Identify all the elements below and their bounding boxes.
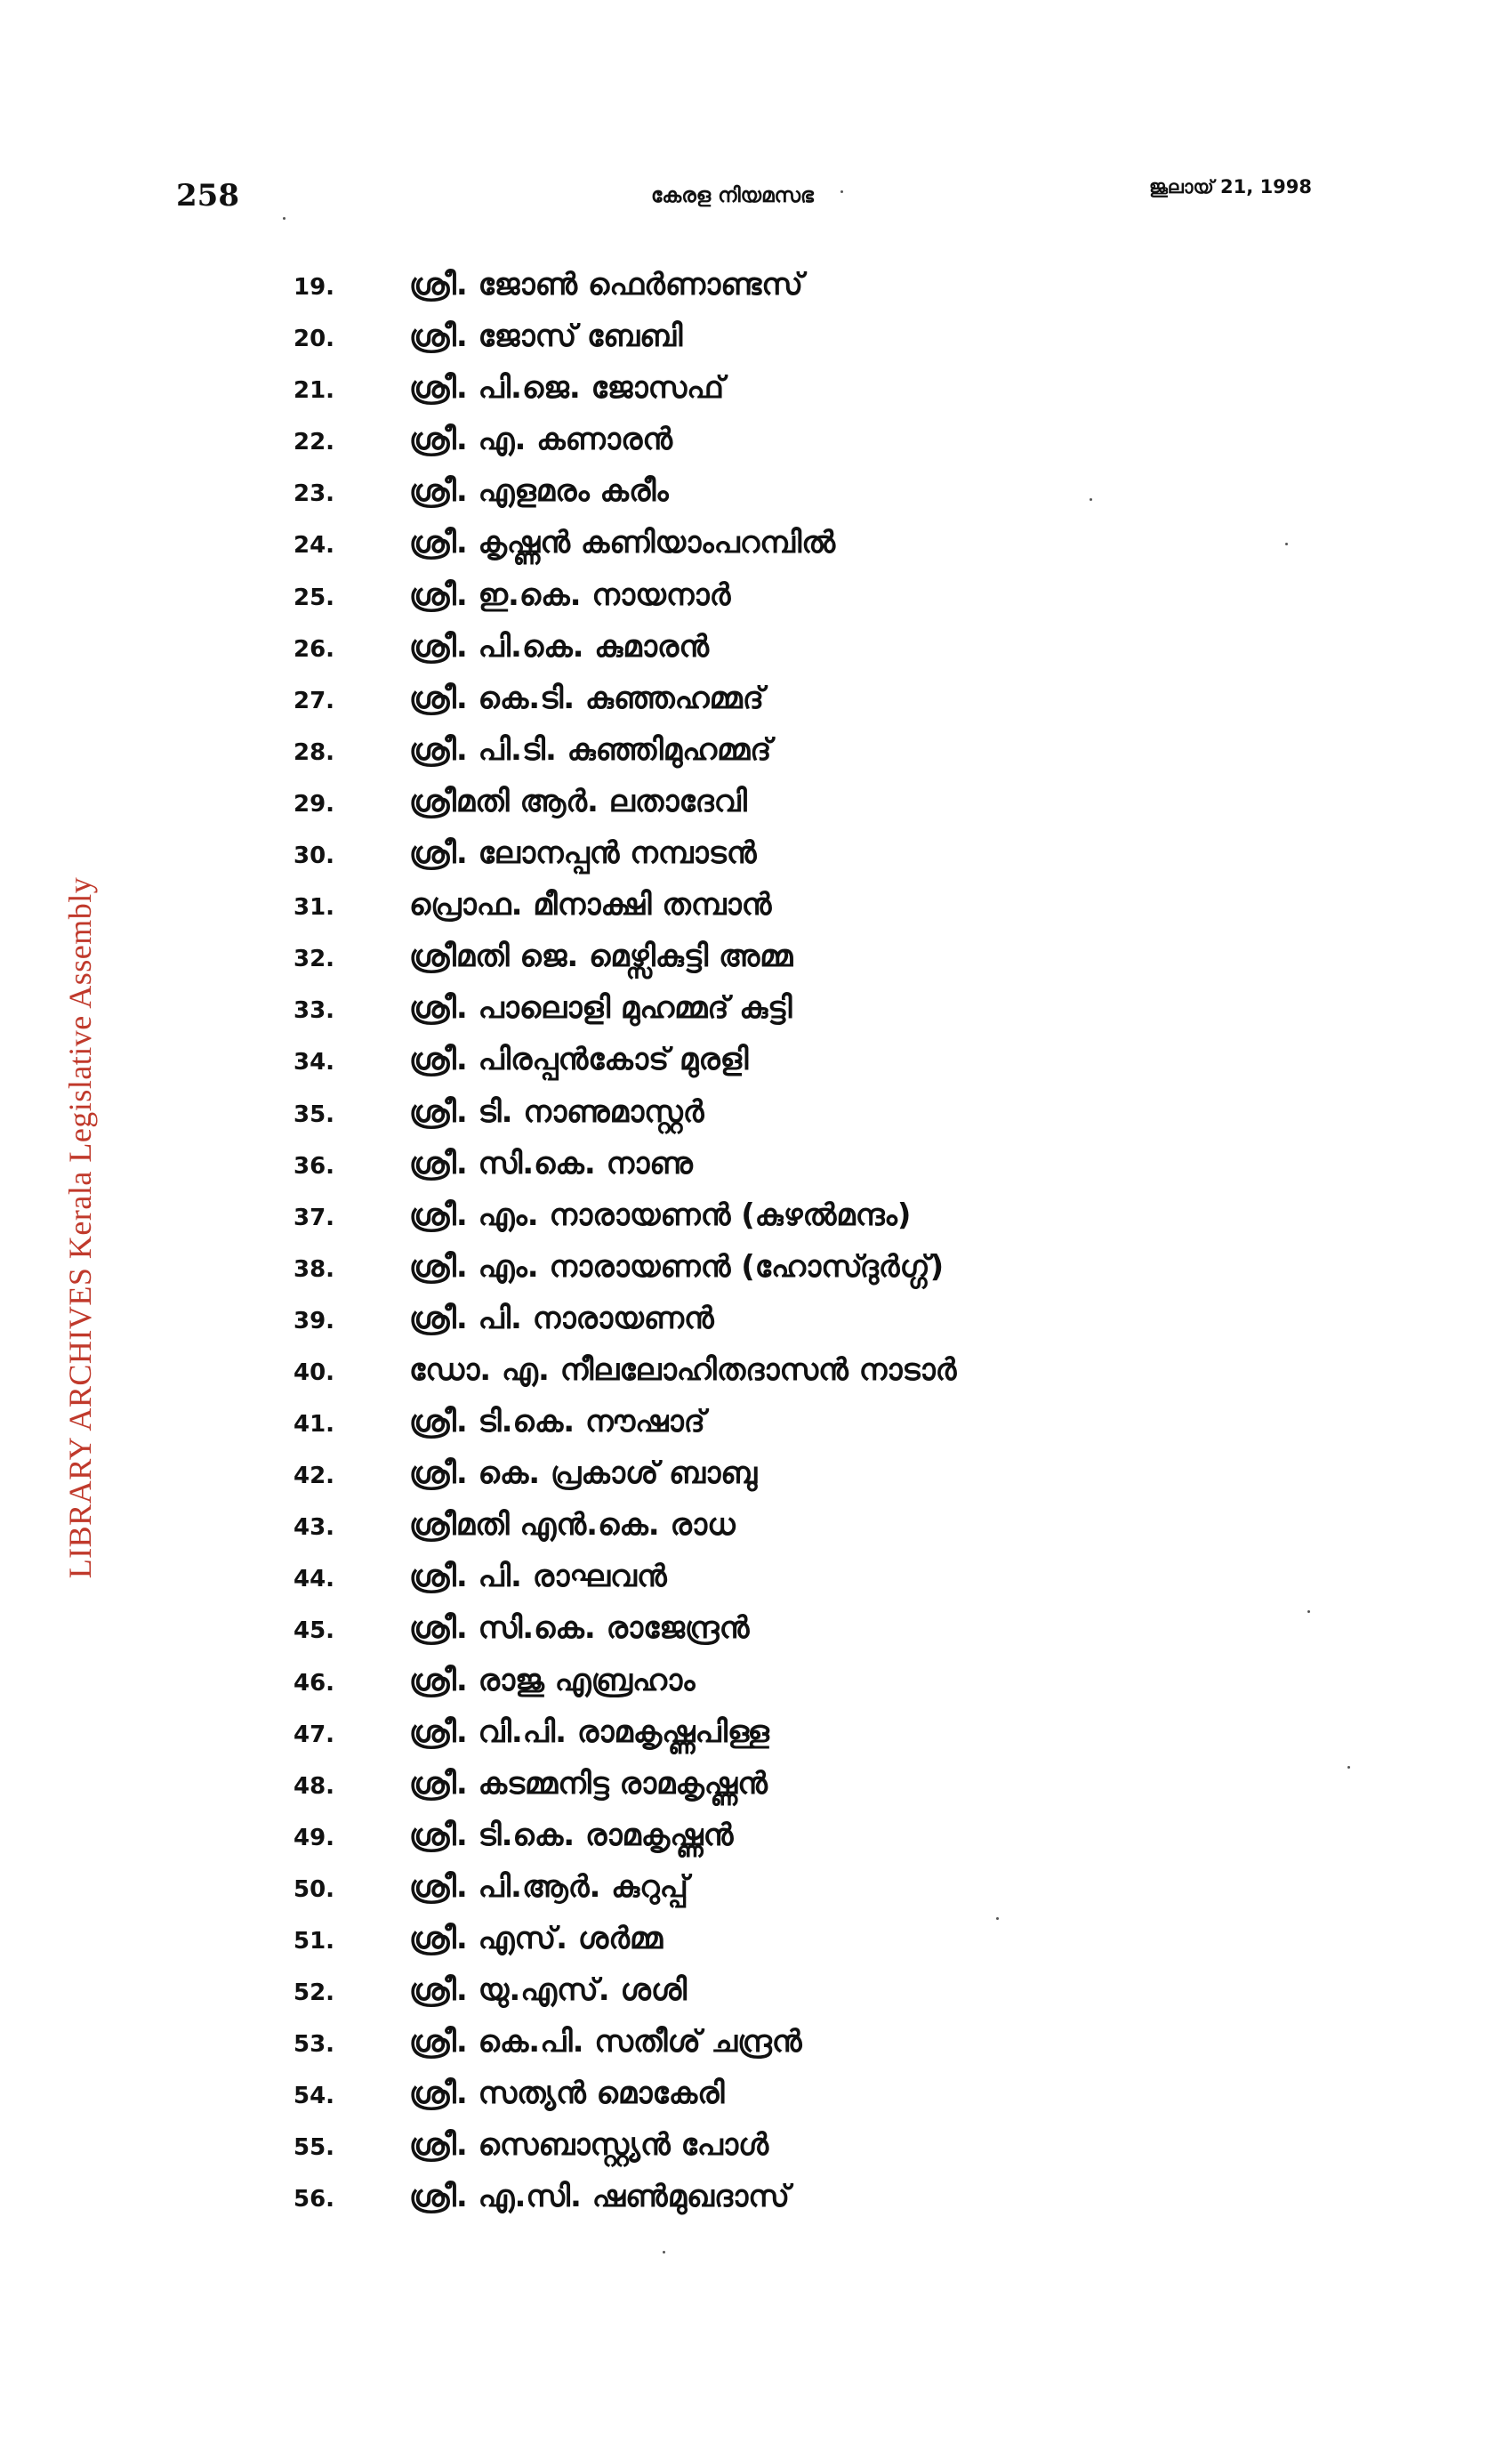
member-number: 27.	[294, 687, 335, 714]
list-item	[294, 473, 1361, 525]
scan-speck	[1285, 543, 1288, 545]
member-number: 21.	[294, 377, 335, 405]
list-item	[294, 681, 1361, 732]
member-name: ശ്രീ. രാജു എബ്രഹാം	[409, 1662, 696, 1698]
member-number: 34.	[294, 1049, 335, 1076]
member-number: 54.	[294, 2083, 335, 2110]
list-item	[294, 1766, 1361, 1818]
member-name: ശ്രീ. യു.എസ്. ശശി	[409, 1972, 688, 2009]
member-name: ശ്രീ. സെബാസ്റ്റ്യൻ പോൾ	[409, 2127, 769, 2164]
archive-watermark: LIBRARY ARCHIVES Kerala Legislative Assembly	[62, 876, 98, 1579]
member-number: 40.	[294, 1359, 335, 1386]
member-name: ശ്രീ. സി.കെ. നാണു	[409, 1145, 693, 1181]
list-item	[294, 1352, 1361, 1404]
list-item	[294, 2127, 1361, 2179]
member-name: ശ്രീ. ജോസ് ബേബി	[409, 318, 683, 355]
list-item	[294, 370, 1361, 422]
member-name: ശ്രീ. പി.ആർ. കുറുപ്പ്	[409, 1868, 688, 1905]
member-name: ഡോ. എ. നീലലോഹിതദാസൻ നാടാർ	[409, 1351, 957, 1388]
member-number: 43.	[294, 1514, 335, 1542]
member-number: 38.	[294, 1255, 335, 1283]
member-number: 53.	[294, 2031, 335, 2059]
member-number: 26.	[294, 635, 335, 663]
member-number: 39.	[294, 1307, 335, 1334]
list-item	[294, 422, 1361, 473]
list-item	[294, 990, 1361, 1042]
member-name: ശ്രീമതി എൻ.കെ. രാധ	[409, 1507, 736, 1544]
running-title: കേരള നിയമസഭ	[651, 184, 814, 207]
member-list	[294, 267, 1361, 2231]
list-item	[294, 1663, 1361, 1714]
list-item	[294, 318, 1361, 370]
member-name: ശ്രീ. എം. നാരായണൻ (കുഴൽമന്ദം)	[409, 1197, 912, 1233]
member-number: 45.	[294, 1617, 335, 1645]
list-item	[294, 835, 1361, 887]
member-number: 33.	[294, 997, 335, 1025]
member-number: 44.	[294, 1566, 335, 1593]
member-name: ശ്രീ. കൃഷ്ണൻ കണിയാംപറമ്പിൽ	[409, 525, 836, 561]
list-item	[294, 1921, 1361, 1972]
member-name: ശ്രീ. പിരപ്പൻകോട് മുരളി	[409, 1042, 749, 1078]
member-name: ശ്രീ. കടമ്മനിട്ട രാമകൃഷ്ണൻ	[409, 1765, 768, 1802]
scan-speck	[1090, 498, 1092, 501]
scan-speck	[996, 1917, 999, 1920]
list-item	[294, 267, 1361, 318]
member-number: 37.	[294, 1204, 335, 1231]
member-number: 56.	[294, 2186, 335, 2213]
member-name: ശ്രീ. ലോനപ്പൻ നമ്പാടൻ	[409, 835, 757, 872]
scan-speck	[283, 217, 286, 220]
member-number: 48.	[294, 1772, 335, 1800]
list-item	[294, 1301, 1361, 1352]
member-name: ശ്രീ. സത്യൻ മൊകേരി	[409, 2076, 725, 2112]
scan-speck	[1307, 1610, 1310, 1613]
member-number: 41.	[294, 1411, 335, 1439]
list-item	[294, 577, 1361, 629]
member-name: ശ്രീമതി ജെ. മെഴ്സികുട്ടി അമ്മ	[409, 939, 793, 975]
list-item	[294, 1714, 1361, 1766]
list-item	[294, 1972, 1361, 2024]
member-number: 20.	[294, 326, 335, 353]
scan-speck	[663, 2251, 665, 2253]
member-name: ശ്രീ. പാലൊളി മുഹമ്മദ് കുട്ടി	[409, 990, 792, 1027]
member-name: ശ്രീ. ജോൺ ഫെർണാണ്ടസ്	[409, 267, 803, 302]
member-number: 35.	[294, 1101, 335, 1128]
member-name: ശ്രീ. വി.പി. രാമകൃഷ്ണപിള്ള	[409, 1713, 769, 1750]
list-item	[294, 887, 1361, 939]
member-name: ശ്രീ. എളമരം കരീം	[409, 473, 669, 510]
scan-speck	[840, 190, 843, 193]
member-number: 30.	[294, 843, 335, 870]
member-name: ശ്രീ. പി.ടി. കുഞ്ഞിമുഹമ്മദ്	[409, 731, 772, 768]
member-name: ശ്രീ. കെ. പ്രകാശ് ബാബു	[409, 1455, 758, 1492]
list-item	[294, 732, 1361, 784]
list-item	[294, 2179, 1361, 2230]
member-number: 51.	[294, 1928, 335, 1955]
list-item	[294, 1455, 1361, 1507]
member-number: 24.	[294, 532, 335, 560]
member-number: 32.	[294, 946, 335, 973]
scan-speck	[1347, 1766, 1350, 1769]
member-name: ശ്രീ. ടി.കെ. രാമകൃഷ്ണൻ	[409, 1817, 734, 1853]
list-item	[294, 1869, 1361, 1921]
member-name: ശ്രീ. എം. നാരായണൻ (ഹോസ്ദുർഗ്ഗ്)	[409, 1248, 945, 1285]
member-name: പ്രൊഫ. മീനാക്ഷി തമ്പാൻ	[409, 887, 772, 923]
member-number: 25.	[294, 584, 335, 611]
list-item	[294, 1042, 1361, 1093]
list-item	[294, 1404, 1361, 1455]
list-item	[294, 1818, 1361, 1869]
member-name: ശ്രീ. ടി. നാണുമാസ്റ്റർ	[409, 1093, 704, 1130]
header-date: ജൂലായ് 21, 1998	[1149, 176, 1313, 198]
member-number: 31.	[294, 894, 335, 922]
page-number: 258	[176, 178, 239, 214]
member-name: ശ്രീ. കെ.ടി. കുഞ്ഞഹമ്മദ്	[409, 680, 764, 716]
member-number: 22.	[294, 429, 335, 456]
member-name: ശ്രീ. പി.ജെ. ജോസഫ്	[409, 370, 725, 407]
member-number: 23.	[294, 480, 335, 508]
member-name: ശ്രീ. പി.കെ. കുമാരൻ	[409, 628, 710, 665]
member-number: 29.	[294, 790, 335, 818]
member-number: 49.	[294, 1824, 335, 1851]
member-name: ശ്രീ. പി. നാരായണൻ	[409, 1300, 714, 1336]
list-item	[294, 1146, 1361, 1197]
member-name: ശ്രീ. എ. കണാരൻ	[409, 422, 673, 458]
list-item	[294, 1610, 1361, 1662]
list-item	[294, 1249, 1361, 1301]
member-number: 28.	[294, 738, 335, 766]
list-item	[294, 784, 1361, 835]
list-item	[294, 629, 1361, 681]
member-number: 50.	[294, 1875, 335, 1903]
member-number: 42.	[294, 1463, 335, 1490]
member-name: ശ്രീ. ഇ.കെ. നായനാർ	[409, 576, 731, 613]
member-number: 36.	[294, 1152, 335, 1180]
member-name: ശ്രീ. എസ്. ശർമ്മ	[409, 1921, 664, 1956]
list-item	[294, 1094, 1361, 1146]
member-number: 55.	[294, 2134, 335, 2162]
list-item	[294, 939, 1361, 990]
member-number: 19.	[294, 274, 335, 301]
list-item	[294, 1197, 1361, 1249]
member-name: ശ്രീമതി ആർ. ലതാദേവി	[409, 783, 747, 819]
member-name: ശ്രീ. ടി.കെ. നൗഷാദ്	[409, 1404, 705, 1440]
list-item	[294, 1507, 1361, 1559]
member-name: ശ്രീ. പി. രാഘവൻ	[409, 1559, 667, 1595]
list-item	[294, 2024, 1361, 2076]
list-item	[294, 2076, 1361, 2127]
member-name: ശ്രീ. എ.സി. ഷൺമുഖദാസ്	[409, 2179, 790, 2215]
member-name: ശ്രീ. കെ.പി. സതീശ് ചന്ദ്രൻ	[409, 2024, 802, 2060]
member-number: 46.	[294, 1669, 335, 1697]
member-number: 52.	[294, 1979, 335, 2007]
list-item	[294, 1559, 1361, 1610]
member-number: 47.	[294, 1721, 335, 1748]
member-name: ശ്രീ. സി.കെ. രാജേന്ദ്രൻ	[409, 1610, 750, 1647]
list-item	[294, 525, 1361, 576]
